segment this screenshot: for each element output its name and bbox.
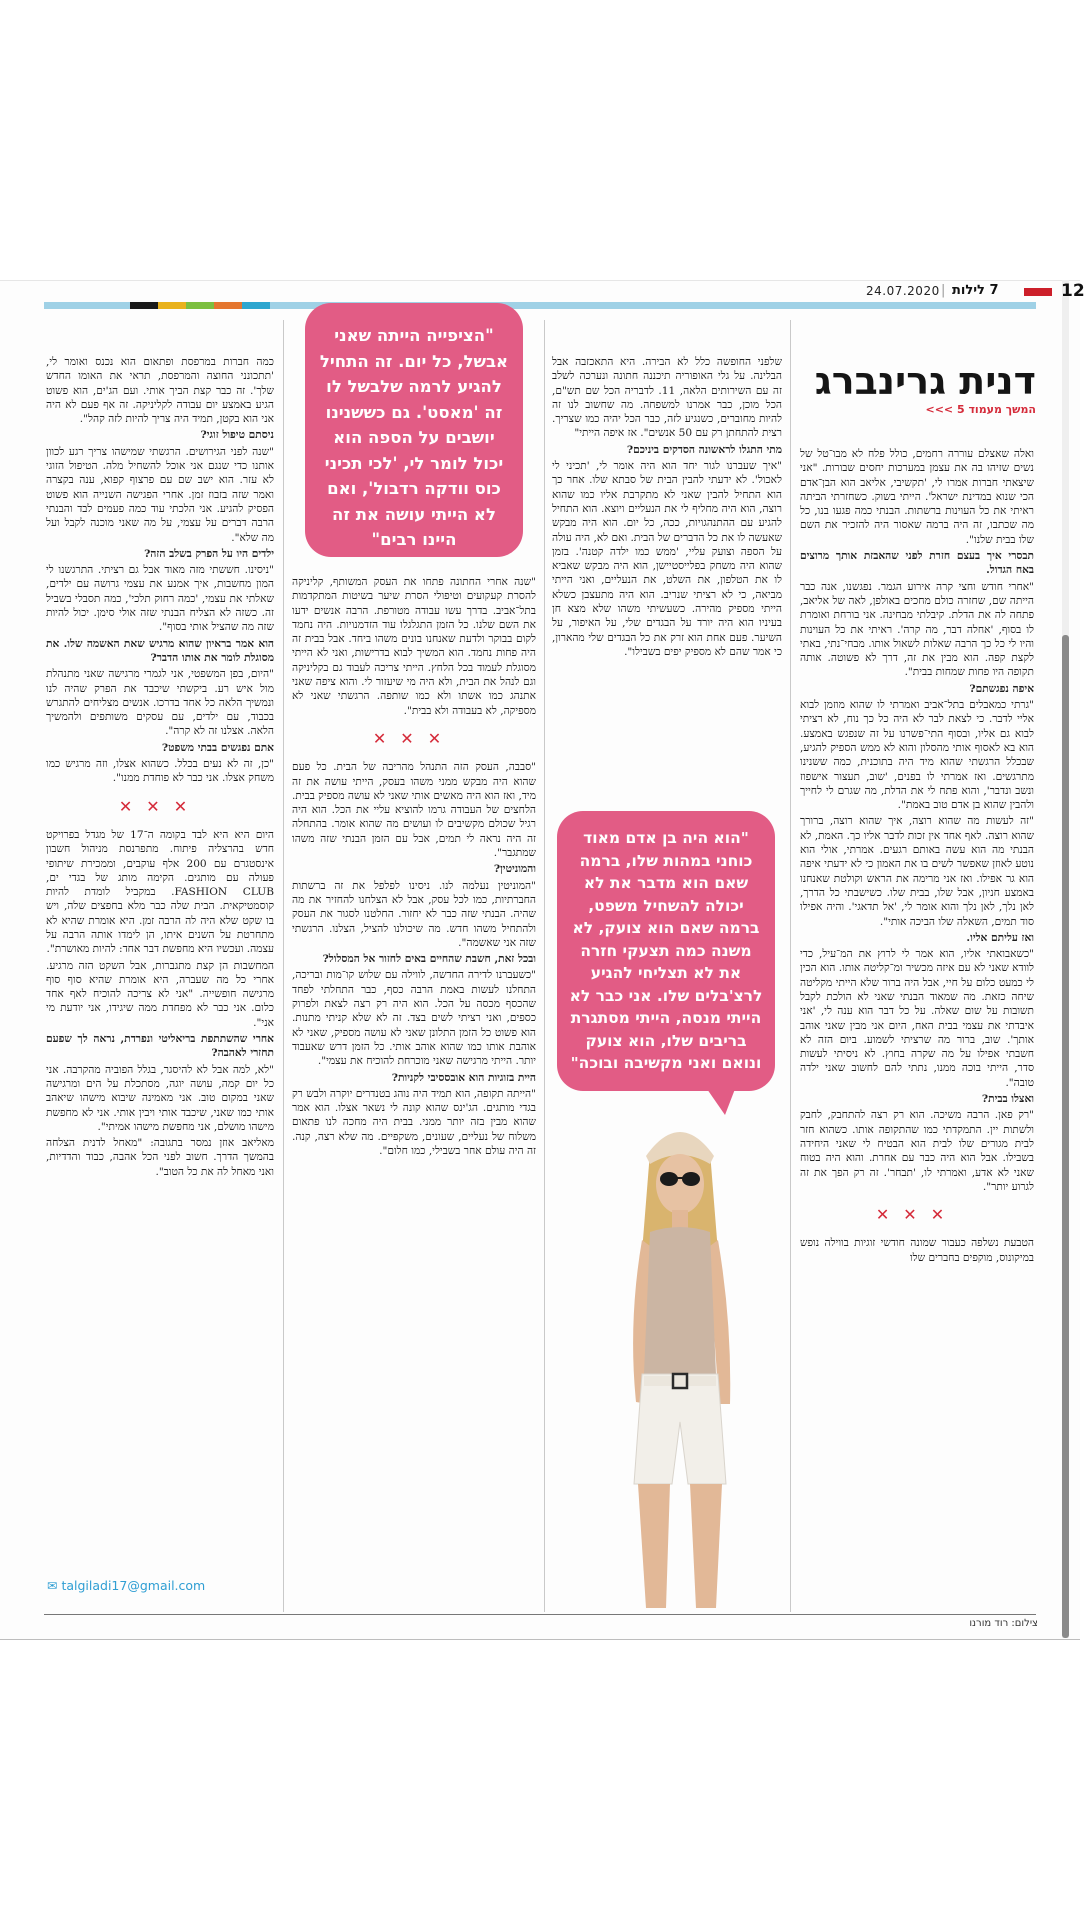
paragraph: "ניסינו. חששתי מזה מאוד אבל גם רציתי. התרגשנו לי המון מחשבות, איך אמנע את עצמי גרושה עם ילדים, שאלתי את עצמי, 'כמה רחוק תלכי', כמה תסבלי בשביל זה. כשזה לא הצליח הבנתי שזה אולי סימן. יכול להיות שזה מה שהציל אותי בסוף".: [46, 564, 274, 634]
question: והמוניטין?: [493, 863, 536, 876]
section-separator: ✕✕✕: [875, 1205, 959, 1225]
section-color-bar: [1024, 288, 1052, 296]
paragraph: הטבעת נשלפה כעבור שמונה חודשי זוגיות בווילה נופש במיקונוס, מוקפים בחברים שלו: [800, 1237, 1034, 1264]
author-headline: דנית גרינברג: [814, 359, 1036, 403]
email-text[interactable]: talgiladi17@gmail.com: [61, 1578, 206, 1593]
header-divider: |: [941, 283, 946, 298]
paragraph: "סבבה, העסק הזה התנהל מהריבה של הבית. כל פעם שהוא היה מבקש ממני משהו בעסק, הייתי עושה את זה מיד, ואז הוא היה מאשים אותי שאני לא עושה מספיק בבית. הלחצים של העבודה גרמו להוציא עליי את הכל. הוא היה רגיל שכולם מקשיבים לו ועושים מה שהוא אומר. בהתחלה זה היה נראה לי תמים, אבל עם הזמן הבנתי שזה משהו שמתגבר".: [292, 761, 536, 860]
paragraph: היום היא היא לבד בקומה ה־17 של מגדל בפרויקט חדש בהרצליה פיתוח. מתפרנסת מניהול חשבון אינסטגרם עם 200 אלף עוקבים, וממכירת שיתופי פעולה עם מותגים. הקימה מותג של בגדי ים, FASHION CLUB. במקביל לומדת להיות קוסמטיקאית. הבית שלה כבר מלא בחפצים שלה, ויש בו שקט שלא היה לה הרבה זמן. היא אומרת שהיא לא מתחרטת על השנים איתו, הן לימדו אותה הרבה על עצמה. ועכשיו היא מחפשת דבר אחד: להיות מאושרת".: [46, 828, 274, 956]
paragraph: "כשעברנו לדירה החדשה, לווילה עם שלוש קו־מות ובריכה, התחלנו לעשות באמת הרבה כסף, כבר התחלתי לפחד שהכסף מכסה על הכל. הוא היה רק רצה לצאת ולפרוק כספים, ואני רציתי לשים בצד. זה לא שלא קניתי מתנות. הוא פשוט כל הזמן התלונן שאני לא עושה מספיק, שאני לא אוהבת אותו כמו שהוא אוהב אותי. כל הזמן דרש שאעבוד יותר. הייתי מרגישה שאני מוכרחת להוכיח את עצמי".: [292, 969, 536, 1068]
paragraph: "זה לעשות מה שהוא רוצה, איך שהוא רוצה, ברורך שהוא רוצה. לאף אחד אין זכות לדבר אליו כך. האמת, לא הבנתי מה הוא עשה באותם רגעים. אמרתי, אולי הוא נוטע לאוזן שאפשר לשים בו את האמון כי לא ידעתי איפה הוא גר אפילו. ואז אני מרימה את הראש וקולטת שאנחנו באמצע חניון, אבל שלו, בבית שלו. כשישבתי כל הדרך, לאן נלך, לאן נלך והוא אומר לי, 'אל תדאגי'. והיה אפילו סוד תמים, השאלה שלו הביכה אותי".: [800, 815, 1034, 928]
question: איפה נפגשתם?: [969, 682, 1034, 695]
stripe-chip: [130, 302, 158, 309]
column-divider: [544, 320, 545, 1612]
stripe-chip: [242, 302, 270, 309]
stripe-chip: [158, 302, 186, 309]
paragraph: "רק פאן. הרבה משיכה. הוא רק רצה להתחבק, לחבק ולשתות יין. התמקדתי כמו שהתקופה אותו. כשהוא חזר לבית מגורים שלו לבית הוא הבטיח לי שאני היחידה בשבילו. אבל הוא היה כבר עם אחרת. והוא היה בטוח שאני לא אדע, ואמרתי לו, 'תבחר'. זה רק הפך את זה לגרוע יותר".: [800, 1109, 1034, 1193]
text-column-2: [552, 355, 782, 793]
question: ובכל זאת, חשבת שהחיים באים לחזור אל המסלול?: [322, 953, 536, 966]
paragraph: "כשאבואתי אליו, הוא אמר לי לרוץ את המ־עיל, כדי לוודא שאני לא עם איזה מכשיר ומ־קליטה אותו. הוא הכין לי כמעט כלום על חיי, אבל היה ברור שלא הייתי מקליטה שיחה כזאת. מה שמאוד הבנתי שאני לא הולכת לקבל תשובות על שום שאלה. על כל דבר הוא ענה לי, 'אני איבדתי את עצמי בבית האח, היום אני מבין שאני אוהב אותך'. שוב, ברור מה שרציתי לשמוע. ביום הזה לא חשבתי אפילו על מה שקרה בחוץ. לא ניסיתי לעשות סדר, הייתי בוכה ממנו, נתתי להם לחשוב שאני ילדה טובה".: [800, 948, 1034, 1089]
paragraph: "היום, בפן המשפטי, אני לגמרי מרגישה שאני מתנהלת מול איש רע. ביקשתי שיכבד את הפרק שהיה לנו ונמשיך הלאה כל אחד בדרכו. אנשים מצליחים להתגרש בכבוד, עם ילדים, עם עסקים משותפים ולהמשיך הלאה. אצלנו זה לא קרה".: [46, 668, 274, 738]
section-separator: ✕✕✕: [118, 796, 202, 816]
question: תבסרי איך בעצם חזרת לפני שהאבזת אותך מרוצים באח הגדול.: [800, 550, 1034, 577]
stripe-chip: [186, 302, 214, 309]
text-column-4: [46, 355, 274, 1573]
photo-credit: צילום: רוד מורנו: [969, 1618, 1038, 1629]
belt: [644, 1376, 716, 1386]
pull-quote-text: "הוא היה בן אדם מאוד כוחני במהות שלו, ברמה שאם הוא מדבר את לא יכולה להשחיל משפט, ברמה שאם הוא צועק, לא משנה כמה תצעקי חזרה את לא תצליחי להגיע לרצ'בלים שלו. אני כבר לא הייתי מנסה, הייתי מסתגרת בריבים שלו, הוא צועק ונואם ואני מקשיבה ובוכה": [569, 829, 763, 1072]
question: הוא אמר בראיון שהוא מרגיש שאת האשמה שלו. את מסוגלת לומר את אותו הדבר?: [46, 637, 274, 664]
pull-quote-1: [305, 303, 523, 557]
question: ניסתם טיפול זוגי?: [200, 429, 274, 442]
paragraph: כמה חברות במרפסת ופתאום הוא נכנס ואומר לי, 'תתכונני החוצה והמרפסת, תראי את האומו החדש שלך'. זה כבר קצת הביך אותי. ועם הג'ים, הוא פשוט הגיע באמצע יום עבודה לקליניקה. זה אף פעם לא היה אני הוא בקטן, תמיד היה צריך להיות לזה קהל".: [46, 356, 274, 426]
question: אחרי שהשתתפת בריאליטי ונפרדת, נראה לך שפעם תחזרי לאהבה?: [46, 1033, 274, 1060]
footer-rule: [44, 1614, 1036, 1615]
text-column-1: [800, 447, 1034, 1610]
page-number: 12: [1061, 281, 1085, 301]
sunglasses-bridge: [677, 1177, 683, 1179]
paragraph: "אחרי חודש וחצי קרה אירוע הגמר. נפגשנו, אנה כבר הייתה שם, שחזרה כולם מחכים באולפן, לאה של אליאב, פתחה לה את הדלת. קיבלתי מבחינה. אני בורחת ואומרת לו בסוף, 'אחלה דבר, מה קרה'. ראיתי את כל העוינות והיו לי כל כך הרבה שאלות לשאול אותו. מבחי־נתי, באתי לקצת קפה. הוא מבין את זה, דרך לא פשוטה. אותה תקופה היו פחות שמחות בבית".: [800, 580, 1034, 679]
paragraph: "הייתה תקופה, הוא תמיד היה נוהג בטנדרים יוקרה ולבש רק בגדי מותגים. הג'ינס שהוא קונה לי נשאר אצלו. הוא אמר שהוא מבין בזה יותר ממני. בבית היה מחכה לנו פתאום משלוח של נעליים, שעונים, משקפיים. מה שלא רצה, קנה. זה היה עולם אחר בשבילי, כמו חלום".: [292, 1087, 536, 1157]
paragraph: ואלה שאצלם עוררה רחמים, כולל פלח לא מבו־טל של נשים שזיהו בה את עצמן במערכות יחסים שבורות. "אני שיצאתי חברות אמרו לי, 'תקשיבי, אליאב הוא הבן־אדם הכי שנוא במדינת ישראל'. הייתי בשוק. כשחזרתי הביתה ראיתי את כל העוינות ברשתות. הבנתי כמה פגעו בנו, כל מה שכתבו, זה היה ברמה שאסור היה להזכיר את השם שלו בבית שלנו".: [800, 448, 1034, 546]
page-header: [44, 281, 1085, 302]
question: היית בזוגיות הוא אובססיבי לקניות?: [391, 1071, 536, 1084]
paragraph: המחשבות הן קצת מתגברות, אבל השקט הזה מרגיע. אחרי כל מה שעברה, היא אומרת שהיא סוף סוף מרגישה חופשייה. "אני לא צריכה להוכיח לאף אחד כלום. אני כבר לא מפחדת ממה שיגידו, אני יודעת מי אני".: [46, 959, 274, 1029]
paragraph: "גרתי כמאבלים בתל־אביב ואמרתי לו שהוא מוזמן לבוא אליי לדבר. כי לצאת לבר לא היה כל כך נוח, לא רציתי לבוא גם אליו, ובסוף התי־פשרנו על זה שנפגש באמצע. הוא בא לאסוף אותי מהסלון והוא לא ממש הספיק להגיע, שבכלל הרגשתי שהוא מיד היה בתוכנית, כמה ששנינו מתרגשים. ואז אמרתי לו בפנים, 'שוב, תעצור אישפוז ונשב ונדבר', והוא פתח לי את הדלת, מה שגרם לי לחייך ולהבין שהוא בן אדם טוב באמת".: [800, 699, 1034, 812]
woman-photo: [580, 1112, 780, 1608]
column-divider: [283, 320, 284, 1612]
paragraph: "שנה לפני הגירושים. הרגשתי שמישהו צריך רגע לכוון אותנו כדי שנגם אני אוכל להשחיל מלה. הטיפול הזוגי לא עזר. הוא ישב שם עם פרצוף קפוא, ענה בקצרה ואמר שזה בזבוז זמן. אחרי הפגישה השנייה הוא פשוט הפסיק להגיע. אני הלכתי עוד כמה פעמים לבד והבנתי הרבה דברים על עצמי, על מה שאני מוכנה לקבל ועל מה שלא".: [46, 445, 274, 544]
question: ואז עליתם אליו.: [966, 931, 1034, 944]
scrollbar-thumb[interactable]: [1062, 635, 1069, 1638]
white-shorts: [634, 1374, 726, 1484]
section-separator: ✕✕✕: [372, 728, 456, 748]
section-name: 7 לילות: [952, 283, 999, 298]
pull-quote-text: "הציפייה הייתה שאני אבשל, כל יום. זה התחיל להגיע לרמה שלבשל לו זה 'מאסט'. גם כששנינו יושבים על הספה הוא יכול לומר לי, 'לכי תכיני כוס וודקה רדבול', ואם לא הייתי עושה את זה היינו רבים": [319, 326, 509, 549]
paragraph: "כן, זה לא נעים בכלל. כשהוא אצלו, וזה מרגיש כמו משחק אצלו. אני כבר לא פוחדת ממנו".: [46, 758, 274, 785]
tank-top: [644, 1227, 716, 1378]
stripe-chip: [214, 302, 242, 309]
author-email-link[interactable]: ✉ talgiladi17@gmail.com: [47, 1578, 206, 1593]
paragraph: "לא, למה אבל לא להיסגר, בגלל הפוביה מהקרבה. אני כל יום קמה, עושה יוגה, מסתכלת על הים ומרגישה שאני במקום טוב. אני מאמינה שיבוא מישהו שיאהב אותי כמו שאני, שיכבד אותי ויבין אותי. אני לא מחפשת מישהו מושלם, אני מחפשת מישהו אמיתי".: [46, 1063, 274, 1133]
column-divider: [790, 320, 791, 1612]
sunglasses-icon: [682, 1172, 700, 1186]
paragraph: "איך שעברנו לגור יחד הוא היה אומר לי, 'תכיני לי לאכול'. לא ידעתי להבין הבית של סבתא שלו. אחר כך הוא התחיל להבין שאני לא מתקרבת אליו כמו שהוא רוצה, הוא היה מחליף לי את הנעליים ויוצא. הוא התחיל להגיע עם ההתנהגויות, ככה, כל יום. הוא היה מבקש שאעשה לו את כל הדברים של הבית. ואם לא, היה עולה על הספה וצועק עליי, 'ממש כמו ילדה קטנה'. בזמן שהוא היה משחק בפלייסטיישן, הוא היה מבקש שאביא לו את הטלפון, את השלט, את הנעליים, ואני הייתי מביאה, כי לא רציתי שנריב. הוא היה מתעצבן כשלא הייתי מספיק מהירה. כשעשיתי משהו שלא מצא חן בעיניו הוא היה יורד על הבגדים שלי, על האיפור, על השיער. פעם אחת הוא זרק את כל הבגדים שלי מהארון, כי אמר שהם לא מספיק יפים בשבילו".: [552, 460, 782, 658]
left-leg: [638, 1484, 670, 1608]
question: ילדים היו על הפרק בשלב הזה?: [144, 547, 274, 560]
paragraph: "המוניטין נעלמה לנו. ניסינו לפלפל את זה ברשתות החברתיות, כמו לכל עסק, אבל לא הצלחנו להחזיר את מה שהיה. הבנתי שזה כבר לא יחזור. החלטנו לסגור את העסק ולהתחיל משהו חדש. מה שיכולנו להציל, הצלנו. הרגשתי שזה אני שאשמה".: [292, 879, 536, 949]
continued-link[interactable]: המשך מעמוד 5 >>>: [925, 403, 1036, 416]
question: ואצלו בבית?: [981, 1093, 1034, 1106]
question: מתי התגלו לראשונה הסדקים ביניכם?: [626, 443, 782, 456]
paragraph: "שנה אחרי החתונה פתחו את העסק המשותף, קליניקה להסרת קעקועים וטיפולי הסרת שיער בשיטות המתקדמות בתל־אביב. בדרך עשו עבודה מטורפת. הרבה אנשים ידעו את השם שלנו. כל הזמן התגלגלו עוד הזדמנויות. היה נחמד לקום בבוקר ולדעת שאנחנו בונים משהו ביחד. אבל בבית זה היה פחות נחמד. הוא המשיך לבוא בדרישות, ואני לא הייתי מסוגלת לעמוד בכל הלחץ. הייתי צריכה לעבוד גם בקליניקה וגם לנהל את הבית, ולא היה מי שיעזור לי. והוא ציפה שאני אתנהג כמו אשתו ולא כמו שותפה. הרגשתי שאני לא מספיקה, לא בעבודה ולא בבית".: [292, 576, 536, 717]
paragraph: שלפני החופשה כלל לא הבירה. היא התאכזבה אבל הבלינה. על גלי האופוריה תיכננה חתונה ונערכה לשלב זה עם השירותים הלאה, 11. לדבריה הכל שם תש"ם, הכל מוכן, כבר אמרנו למשפחה. מה שחשוב לנו זה להיות מחוברים, כשנגיע לזה, כבר הכל יהיה כמו שצריך. רצית להתחתן רק עם 50 אנשים". אז איפה הייתי": [552, 356, 782, 440]
paragraph: מאליאב אוזן נמסר בתגובה: "מאחל לדנית הצלחה בהמשך הדרך. חשוב לפני הכל אהבה, כבוד והדדיות, ואני מאחל לה את כל הטוב".: [46, 1137, 274, 1178]
sunglasses-icon: [660, 1172, 678, 1186]
right-leg: [690, 1484, 722, 1608]
issue-date: 24.07.2020: [866, 284, 940, 298]
text-column-3: [292, 575, 536, 1610]
pull-quote-2: [557, 811, 775, 1091]
question: אתם נפגשים בבתי משפט?: [161, 741, 274, 754]
